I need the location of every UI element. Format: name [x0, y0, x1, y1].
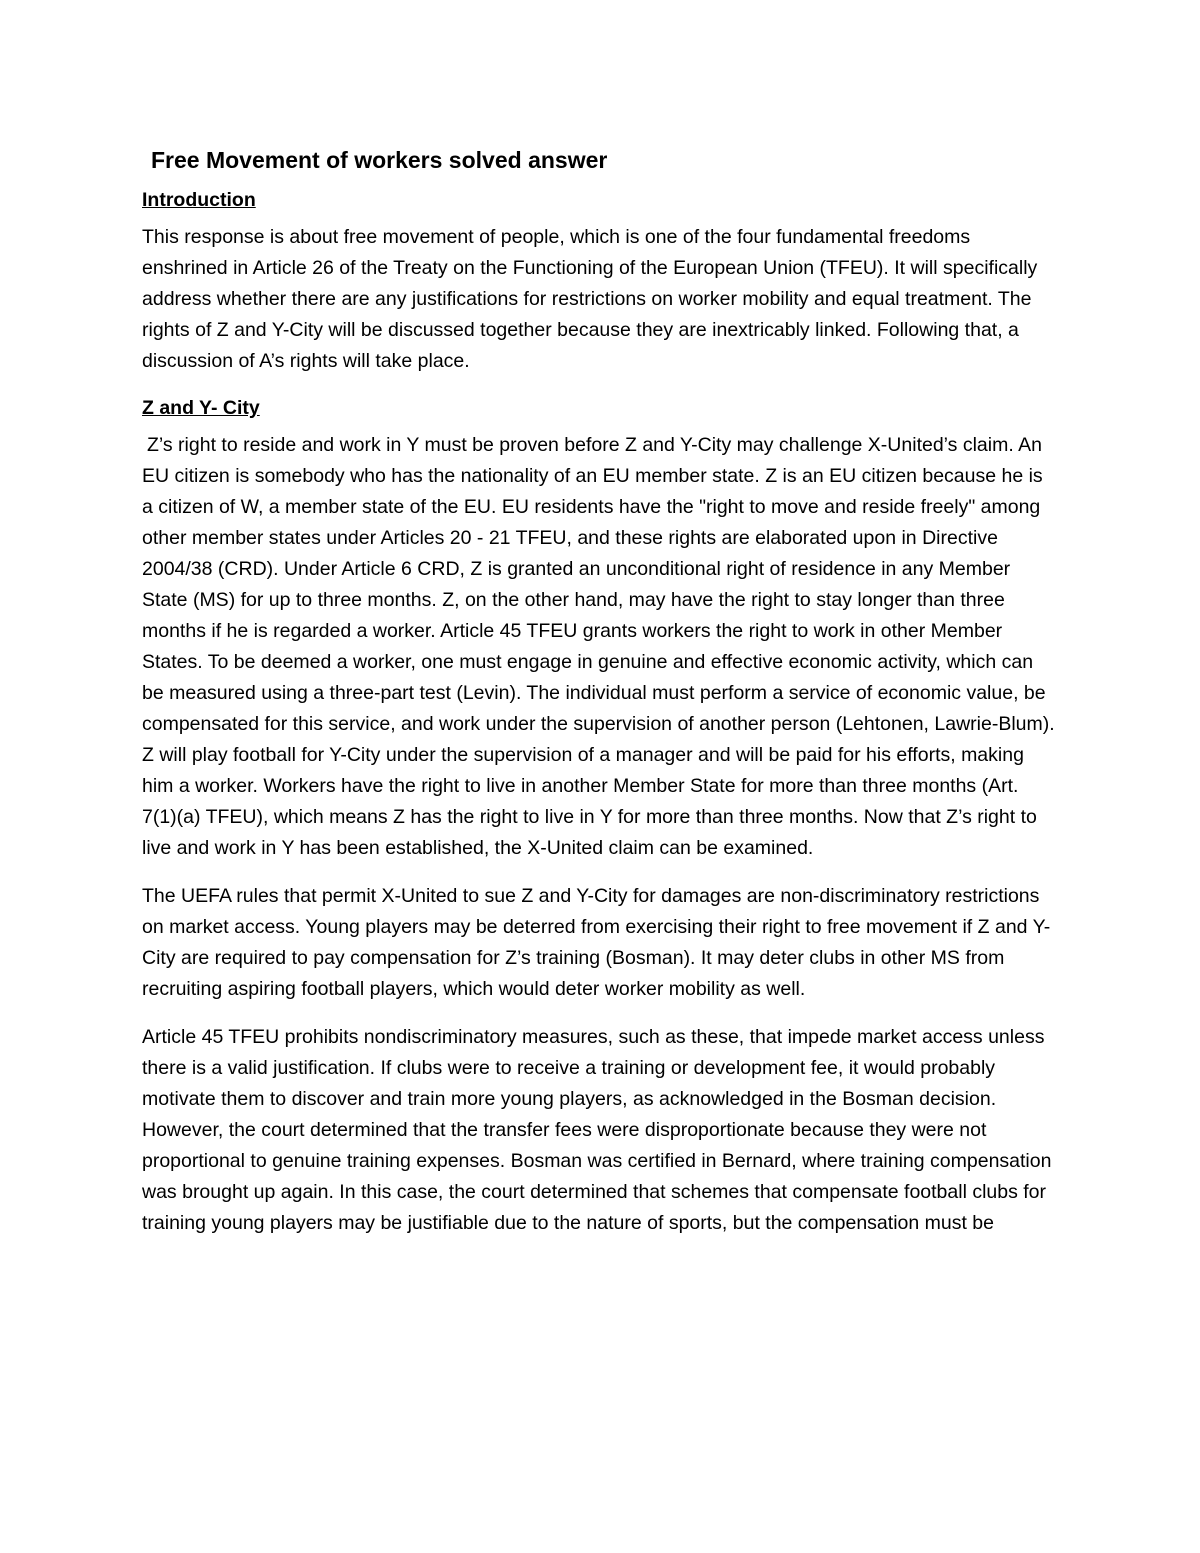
document-body — [142, 140, 1057, 1256]
paragraph-z-right-to-reside: Z’s right to reside and work in Y must be proven before Z and Y-City may challenge X-United’s claim. An EU citizen is somebody who has the nationality of an EU member state. Z is an EU citizen because he is a citizen of W, a member state of the EU. EU residents have the "right to move and reside freely" among other member states under Articles 20 - 21 TFEU, and these rights are elaborated upon in Directive 2004/38 (CRD). Under Article 6 CRD, Z is granted an unconditional right of residence in any Member State (MS) for up to three months. Z, on the other hand, may have the right to stay longer than three months if he is regarded a worker. Article 45 TFEU grants workers the right to work in other Member States. To be deemed a worker, one must engage in genuine and effective economic activity, which can be measured using a three-part test (Levin). The individual must perform a service of economic value, be compensated for this service, and work under the supervision of another person (Lehtonen, Lawrie-Blum). Z will play football for Y-City under the supervision of a manager and will be paid for his efforts, making him a worker. Workers have the right to live in another Member State for more than three months (Art. 7(1)(a) TFEU), which means Z has the right to live in Y for more than three months. Now that Z’s right to live and work in Y has been established, the X-United claim can be examined. — [142, 434, 1055, 859]
paragraph-uefa-rules: The UEFA rules that permit X-United to sue Z and Y-City for damages are non-discriminatory restrictions on market access. Young players may be deterred from exercising their right to free movement if Z and Y-City are required to pay compensation for Z’s training (Bosman). It may deter clubs in other MS from recruiting aspiring football players, which would deter worker mobility as well. — [142, 885, 1051, 1000]
section-heading-introduction: Introduction — [142, 189, 256, 211]
document-title: Free Movement of workers solved answer — [151, 147, 608, 173]
section-heading-z-and-y-city: Z and Y- City — [142, 397, 260, 419]
paragraph-article-45: Article 45 TFEU prohibits nondiscriminatory measures, such as these, that impede market access unless there is a valid justification. If clubs were to receive a training or development fee, it would probably motivate them to discover and train more young players, as acknowledged in the Bosman decision. However, the court determined that the transfer fees were disproportionate because they were not proportional to genuine training expenses. Bosman was certified in Bernard, where training compensation was brought up again. In this case, the court determined that schemes that compensate football clubs for training young players may be justifiable due to the nature of sports, but the compensation must be — [142, 1026, 1052, 1234]
paragraph-introduction: This response is about free movement of people, which is one of the four fundamental freedoms enshrined in Article 26 of the Treaty on the Functioning of the European Union (TFEU). It will specifically address whether there are any justifications for restrictions on worker mobility and equal treatment. The rights of Z and Y-City will be discussed together because they are inextricably linked. Following that, a discussion of A’s rights will take place. — [142, 226, 1038, 372]
